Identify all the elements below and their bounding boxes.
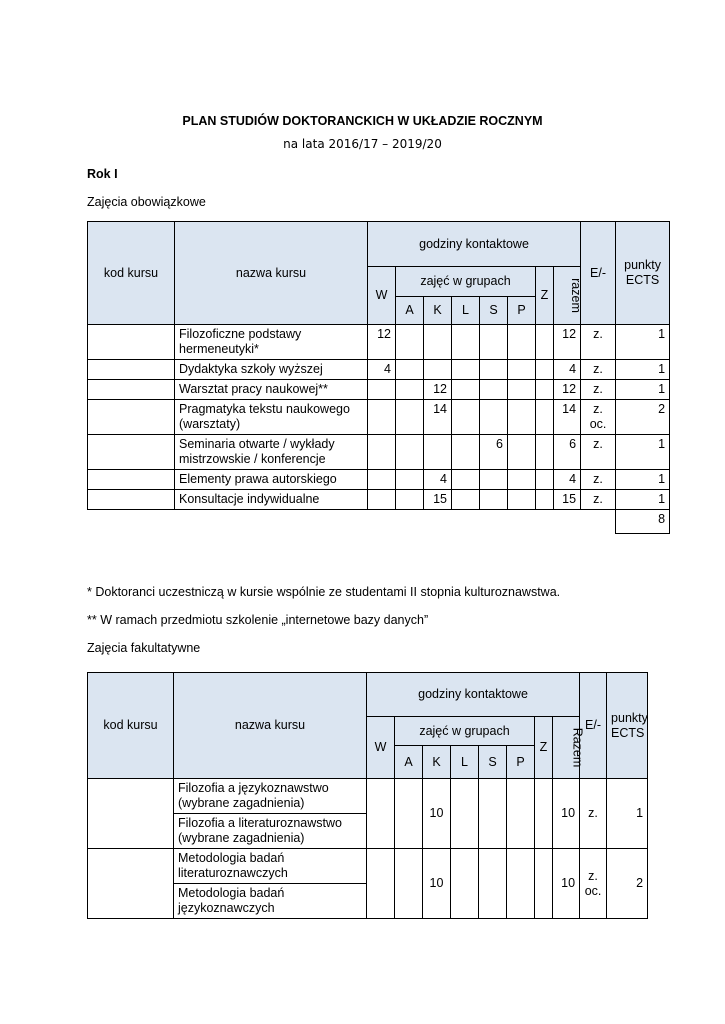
header-l: L bbox=[452, 297, 480, 325]
hours-k: 15 bbox=[424, 490, 452, 510]
exam-type: z. bbox=[581, 435, 616, 470]
opt-header-a: A bbox=[395, 746, 423, 779]
opt-header-contact-hours: godziny kontaktowe bbox=[367, 673, 580, 717]
table-row bbox=[88, 400, 670, 435]
hours-a bbox=[396, 380, 424, 400]
ects-points: 2 bbox=[616, 400, 670, 435]
hours-p bbox=[508, 360, 536, 380]
hours-s bbox=[480, 360, 508, 380]
hours-total: 15 bbox=[554, 490, 581, 510]
opt-header-p: P bbox=[507, 746, 535, 779]
hours-k bbox=[424, 325, 452, 360]
hours-k: 10 bbox=[423, 779, 451, 849]
course-code-cell bbox=[88, 380, 175, 400]
exam-type: z. oc. bbox=[580, 849, 607, 919]
opt-header-group-classes: zajęć w grupach bbox=[395, 717, 535, 746]
hours-w: 12 bbox=[368, 325, 396, 360]
course-name: Warsztat pracy naukowej** bbox=[175, 380, 368, 400]
hours-a bbox=[396, 490, 424, 510]
ects-points: 1 bbox=[616, 325, 670, 360]
table-row bbox=[88, 849, 648, 884]
course-name: Konsultacje indywidualne bbox=[175, 490, 368, 510]
opt-header-s: S bbox=[479, 746, 507, 779]
course-code-cell bbox=[88, 400, 175, 435]
hours-l bbox=[452, 325, 480, 360]
hours-a bbox=[396, 400, 424, 435]
opt-header-w: W bbox=[367, 717, 395, 779]
course-name: Filozoficzne podstawy hermeneutyki* bbox=[175, 325, 368, 360]
year-label: Rok I bbox=[87, 167, 118, 181]
table-row bbox=[88, 360, 670, 380]
hours-p bbox=[508, 400, 536, 435]
opt-header-course-code: kod kursu bbox=[88, 673, 174, 779]
hours-k: 4 bbox=[424, 470, 452, 490]
hours-total: 10 bbox=[553, 779, 580, 849]
hours-k: 12 bbox=[424, 380, 452, 400]
hours-k bbox=[424, 435, 452, 470]
ects-points: 1 bbox=[616, 435, 670, 470]
hours-z bbox=[536, 380, 554, 400]
course-code-cell bbox=[88, 435, 175, 470]
document-subtitle: na lata 2016/17 – 2019/20 bbox=[283, 137, 442, 151]
header-w: W bbox=[368, 267, 396, 325]
hours-l bbox=[451, 779, 479, 849]
hours-a bbox=[396, 470, 424, 490]
hours-w bbox=[368, 380, 396, 400]
course-code-cell bbox=[88, 325, 175, 360]
hours-z bbox=[535, 779, 553, 849]
course-name: Dydaktyka szkoły wyższej bbox=[175, 360, 368, 380]
hours-total: 14 bbox=[554, 400, 581, 435]
hours-l bbox=[452, 490, 480, 510]
hours-total: 12 bbox=[554, 325, 581, 360]
hours-p bbox=[507, 849, 535, 919]
header-total-text: razem bbox=[568, 278, 583, 313]
footnote-two: ** W ramach przedmiotu szkolenie „internetowe bazy danych” bbox=[87, 613, 429, 627]
exam-type: z. bbox=[580, 779, 607, 849]
course-code-cell bbox=[88, 779, 174, 849]
header-p: P bbox=[508, 297, 536, 325]
hours-total: 4 bbox=[554, 470, 581, 490]
hours-a bbox=[395, 849, 423, 919]
hours-s bbox=[480, 490, 508, 510]
hours-total: 6 bbox=[554, 435, 581, 470]
hours-l bbox=[452, 435, 480, 470]
hours-a bbox=[396, 435, 424, 470]
header-exam: E/- bbox=[581, 222, 616, 325]
hours-s bbox=[479, 849, 507, 919]
course-name: Pragmatyka tekstu naukowego (warsztaty) bbox=[175, 400, 368, 435]
hours-total: 4 bbox=[554, 360, 581, 380]
opt-header-total-text: Razem bbox=[570, 727, 585, 768]
hours-k: 10 bbox=[423, 849, 451, 919]
table-row bbox=[88, 380, 670, 400]
table-row bbox=[88, 470, 670, 490]
opt-header-l: L bbox=[451, 746, 479, 779]
opt-header-k: K bbox=[423, 746, 451, 779]
hours-w bbox=[368, 435, 396, 470]
hours-a bbox=[396, 325, 424, 360]
hours-p bbox=[508, 325, 536, 360]
hours-z bbox=[536, 435, 554, 470]
exam-type: z. bbox=[581, 470, 616, 490]
hours-a bbox=[396, 360, 424, 380]
ects-sum: 8 bbox=[616, 510, 670, 534]
hours-p bbox=[507, 779, 535, 849]
mandatory-section-label: Zajęcia obowiązkowe bbox=[87, 195, 206, 209]
header-ects: punkty ECTS bbox=[616, 222, 670, 325]
course-code-cell bbox=[88, 849, 174, 919]
hours-p bbox=[508, 470, 536, 490]
ects-points: 1 bbox=[607, 779, 648, 849]
hours-k: 14 bbox=[424, 400, 452, 435]
opt-header-z: Z bbox=[535, 717, 553, 779]
hours-z bbox=[536, 400, 554, 435]
hours-p bbox=[508, 435, 536, 470]
opt-header-ects: punkty ECTS bbox=[607, 673, 648, 779]
ects-points: 1 bbox=[616, 360, 670, 380]
exam-type: z. oc. bbox=[581, 400, 616, 435]
hours-total: 12 bbox=[554, 380, 581, 400]
hours-p bbox=[508, 490, 536, 510]
exam-type: z. bbox=[581, 325, 616, 360]
hours-l bbox=[452, 470, 480, 490]
course-code-cell bbox=[88, 360, 175, 380]
optional-courses-table bbox=[87, 672, 648, 919]
opt-header-course-name: nazwa kursu bbox=[174, 673, 367, 779]
table-row bbox=[88, 490, 670, 510]
ects-points: 1 bbox=[616, 380, 670, 400]
ects-points: 1 bbox=[616, 470, 670, 490]
ects-points: 1 bbox=[616, 490, 670, 510]
course-code-cell bbox=[88, 490, 175, 510]
header-total bbox=[554, 267, 581, 325]
mandatory-courses-table bbox=[87, 221, 670, 534]
hours-z bbox=[536, 325, 554, 360]
course-name: Filozofia a językoznawstwo (wybrane zagadnienia) bbox=[174, 779, 367, 814]
hours-l bbox=[452, 400, 480, 435]
course-name: Seminaria otwarte / wykłady mistrzowskie / konferencje bbox=[175, 435, 368, 470]
hours-s bbox=[480, 380, 508, 400]
course-name: Elementy prawa autorskiego bbox=[175, 470, 368, 490]
hours-total: 10 bbox=[553, 849, 580, 919]
hours-z bbox=[535, 849, 553, 919]
header-k: K bbox=[424, 297, 452, 325]
course-name: Metodologia badań językoznawczych bbox=[174, 884, 367, 919]
hours-s bbox=[480, 325, 508, 360]
table-row bbox=[88, 435, 670, 470]
hours-w: 4 bbox=[368, 360, 396, 380]
hours-l bbox=[452, 360, 480, 380]
header-group-classes: zajęć w grupach bbox=[396, 267, 536, 297]
hours-s bbox=[480, 400, 508, 435]
hours-z bbox=[536, 360, 554, 380]
header-contact-hours: godziny kontaktowe bbox=[368, 222, 581, 267]
hours-z bbox=[536, 470, 554, 490]
hours-s bbox=[479, 779, 507, 849]
footnote-one: * Doktoranci uczestniczą w kursie wspólnie ze studentami II stopnia kulturoznawstwa. bbox=[87, 585, 561, 599]
exam-type: z. bbox=[581, 380, 616, 400]
header-a: A bbox=[396, 297, 424, 325]
hours-p bbox=[508, 380, 536, 400]
hours-w bbox=[368, 490, 396, 510]
header-course-name: nazwa kursu bbox=[175, 222, 368, 325]
hours-l bbox=[451, 849, 479, 919]
hours-s: 6 bbox=[480, 435, 508, 470]
hours-w bbox=[367, 779, 395, 849]
course-code-cell bbox=[88, 470, 175, 490]
ects-points: 2 bbox=[607, 849, 648, 919]
hours-l bbox=[452, 380, 480, 400]
optional-section-label: Zajęcia fakultatywne bbox=[87, 641, 201, 655]
document-title: PLAN STUDIÓW DOKTORANCKICH W UKŁADZIE ROCZNYM bbox=[182, 114, 543, 128]
opt-header-exam: E/- bbox=[580, 673, 607, 779]
course-name: Metodologia badań literaturoznawczych bbox=[174, 849, 367, 884]
hours-a bbox=[395, 779, 423, 849]
ects-sum-row bbox=[88, 510, 670, 534]
header-s: S bbox=[480, 297, 508, 325]
hours-w bbox=[367, 849, 395, 919]
header-z: Z bbox=[536, 267, 554, 325]
table-row bbox=[88, 325, 670, 360]
hours-k bbox=[424, 360, 452, 380]
ects-sum-spacer bbox=[88, 510, 616, 534]
exam-type: z. bbox=[581, 360, 616, 380]
hours-s bbox=[480, 470, 508, 490]
hours-w bbox=[368, 470, 396, 490]
hours-z bbox=[536, 490, 554, 510]
opt-header-total bbox=[553, 717, 585, 779]
hours-w bbox=[368, 400, 396, 435]
header-course-code: kod kursu bbox=[88, 222, 175, 325]
table-row bbox=[88, 779, 648, 814]
course-name: Filozofia a literaturoznawstwo (wybrane zagadnienia) bbox=[174, 814, 367, 849]
exam-type: z. bbox=[581, 490, 616, 510]
